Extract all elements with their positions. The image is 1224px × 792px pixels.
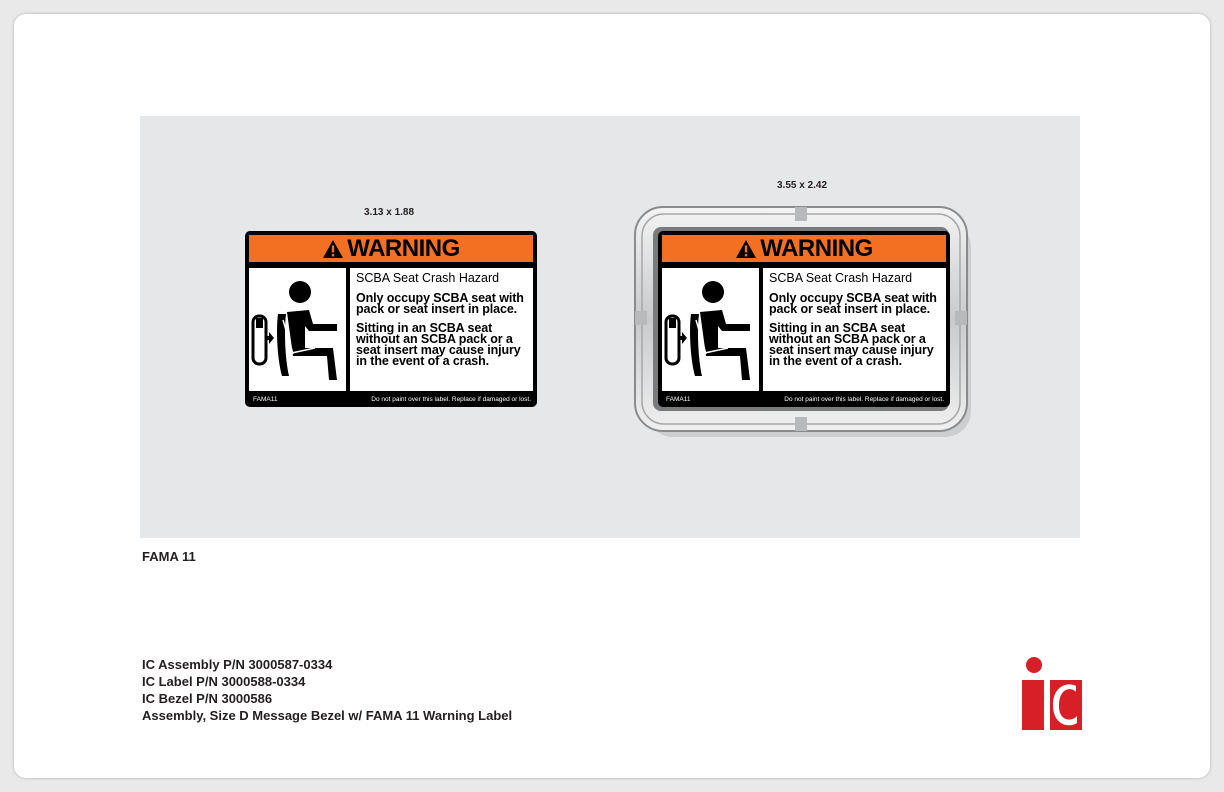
pictogram-panel: [249, 268, 346, 391]
bezel-label-dimension: 3.55 x 2.42: [777, 180, 828, 191]
label-footer: [666, 395, 944, 405]
label-footer: [253, 395, 531, 405]
signal-word: WARNING: [347, 234, 460, 262]
bezel-part-number: IC Bezel P/N 3000586: [142, 691, 273, 706]
label-part-number: IC Label P/N 3000588-0334: [142, 674, 306, 689]
warning-triangle-icon: [735, 239, 757, 259]
warning-label-in-bezel: [658, 231, 950, 407]
signal-word: WARNING: [760, 234, 873, 262]
assembly-description: Assembly, Size D Message Bezel w/ FAMA 11 Warning Label: [142, 708, 513, 723]
part-number-block: [142, 656, 512, 724]
warning-header: [249, 235, 533, 262]
label-code: FAMA11: [253, 396, 278, 403]
scba-seat-pictogram-icon: [662, 268, 759, 391]
instruction-paragraph: Only occupy SCBA seat with pack or seat insert in place.: [769, 291, 937, 316]
pictogram-panel: [662, 268, 759, 391]
warning-triangle-icon: [322, 239, 344, 259]
consequence-paragraph: Sitting in an SCBA seat without an SCBA pack or a seat insert may cause injury in the event of a crash.: [356, 321, 521, 368]
hazard-heading: SCBA Seat Crash Hazard: [769, 271, 913, 285]
message-panel: [350, 268, 533, 391]
hazard-heading: SCBA Seat Crash Hazard: [356, 271, 500, 285]
scba-seat-pictogram-icon: [249, 268, 346, 391]
instruction-paragraph: Only occupy SCBA seat with pack or seat insert in place.: [356, 291, 524, 316]
warning-header: [662, 235, 946, 262]
small-label-dimension: 3.13 x 1.88: [364, 207, 415, 218]
model-caption: FAMA 11: [142, 549, 196, 564]
message-panel: [763, 268, 946, 391]
consequence-paragraph: Sitting in an SCBA seat without an SCBA pack or a seat insert may cause injury in the event of a crash.: [769, 321, 934, 368]
ic-logo: [1020, 656, 1084, 732]
footer-note: Do not paint over this label. Replace if damaged or lost.: [784, 396, 944, 403]
footer-note: Do not paint over this label. Replace if damaged or lost.: [371, 396, 531, 403]
label-code: FAMA11: [666, 396, 691, 403]
warning-label-standalone: [245, 231, 537, 407]
assembly-part-number: IC Assembly P/N 3000587-0334: [142, 657, 333, 672]
